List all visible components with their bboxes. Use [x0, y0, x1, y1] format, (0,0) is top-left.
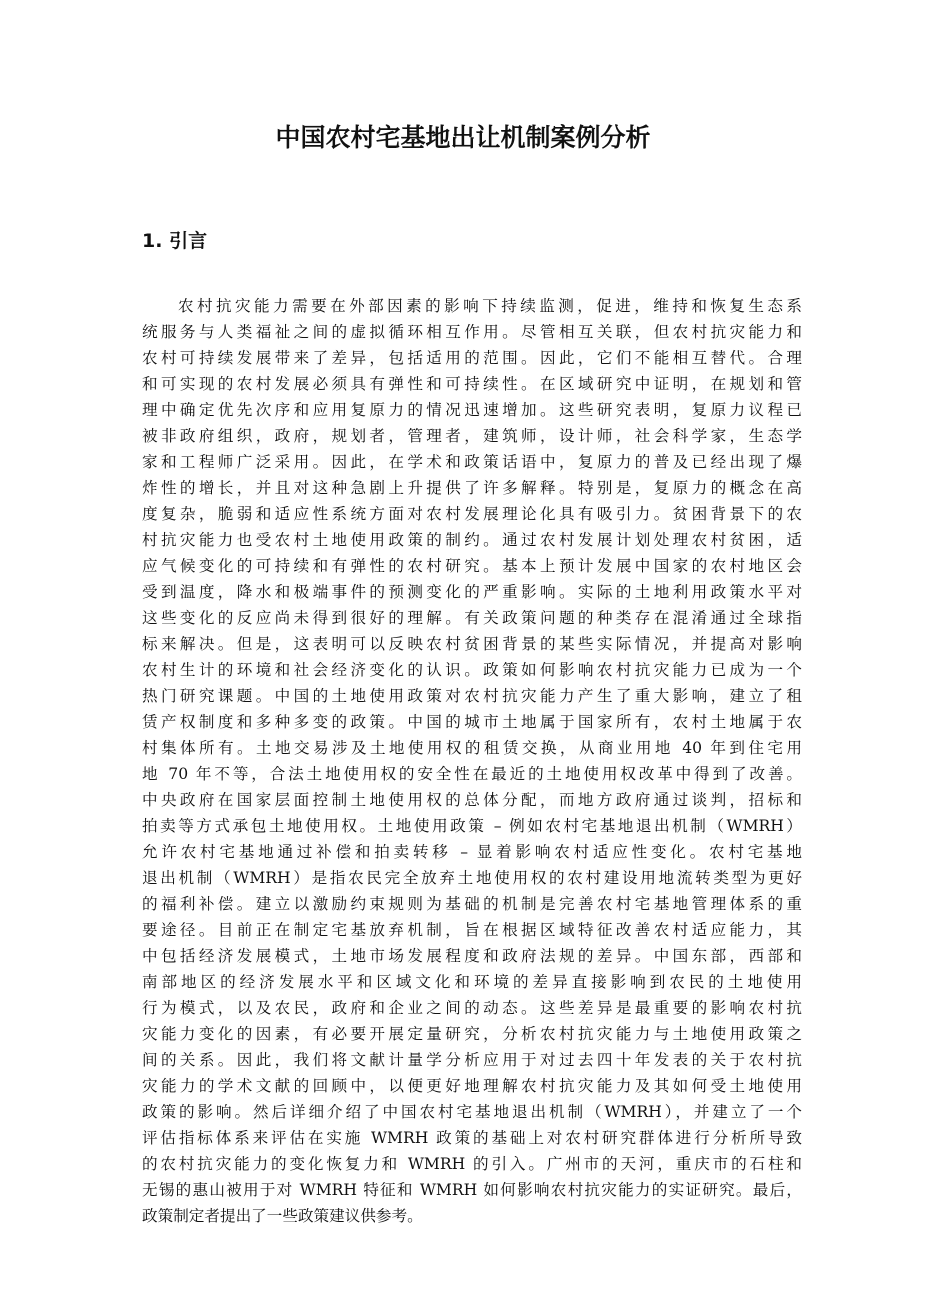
paragraph-line: 无锡的惠山被用于对 WMRH 特征和 WMRH 如何影响农村抗灾能力的实证研究。最后，	[142, 1181, 802, 1199]
paragraph-line: 受到温度，降水和极端事件的预测变化的严重影响。实际的土地利用政策水平对	[142, 583, 802, 601]
paragraph-line: 村抗灾能力也受农村土地使用政策的制约。通过农村发展计划处理农村贫困，适	[142, 531, 802, 549]
paragraph-line: 农村抗灾能力需要在外部因素的影响下持续监测，促进，维持和恢复生态系	[178, 297, 802, 315]
paragraph-line: 应气候变化的可持续和有弹性的农村研究。基本上预计发展中国家的农村地区会	[142, 557, 802, 575]
section-heading	[142, 226, 207, 256]
paragraph-line: 标来解决。但是，这表明可以反映农村贫困背景的某些实际情况，并提高对影响	[142, 635, 802, 653]
paragraph-line: 家和工程师广泛采用。因此，在学术和政策话语中，复原力的普及已经出现了爆	[142, 453, 802, 471]
paragraph-line: 中央政府在国家层面控制土地使用权的总体分配，而地方政府通过谈判，招标和	[142, 791, 802, 809]
paragraph-line: 政策的影响。然后详细介绍了中国农村宅基地退出机制（WMRH），并建立了一个	[142, 1103, 802, 1121]
body-paragraph	[142, 293, 802, 1229]
paragraph-line: 退出机制（WMRH）是指农民完全放弃土地使用权的农村建设用地流转类型为更好	[142, 869, 802, 887]
paragraph-line: 行为模式，以及农民，政府和企业之间的动态。这些差异是最重要的影响农村抗	[142, 999, 802, 1017]
paragraph-line: 中包括经济发展模式，土地市场发展程度和政府法规的差异。中国东部，西部和	[142, 947, 802, 965]
paragraph-line: 拍卖等方式承包土地使用权。土地使用政策 – 例如农村宅基地退出机制（WMRH）	[142, 817, 802, 835]
paragraph-line: 热门研究课题。中国的土地使用政策对农村抗灾能力产生了重大影响，建立了租	[142, 687, 802, 705]
paragraph-line: 农村生计的环境和社会经济变化的认识。政策如何影响农村抗灾能力已成为一个	[142, 661, 802, 679]
paragraph-line: 和可实现的农村发展必须具有弹性和可持续性。在区域研究中证明，在规划和管	[142, 375, 802, 393]
section-number: 1.	[142, 230, 163, 252]
paragraph-line: 被非政府组织，政府，规划者，管理者，建筑师，设计师，社会科学家，生态学	[142, 427, 802, 445]
paragraph-line: 政策制定者提出了一些政策建议供参考。	[142, 1207, 423, 1225]
paragraph-line: 理中确定优先次序和应用复原力的情况迅速增加。这些研究表明，复原力议程已	[142, 401, 802, 419]
paragraph-line: 间的关系。因此，我们将文献计量学分析应用于对过去四十年发表的关于农村抗	[142, 1051, 802, 1069]
paragraph-line: 这些变化的反应尚未得到很好的理解。有关政策问题的种类存在混淆通过全球指	[142, 609, 802, 627]
paragraph-line: 南部地区的经济发展水平和区域文化和环境的差异直接影响到农民的土地使用	[142, 973, 802, 991]
paragraph-line: 炸性的增长，并且对这种急剧上升提供了许多解释。特别是，复原力的概念在高	[142, 479, 802, 497]
paragraph-line: 统服务与人类福祉之间的虚拟循环相互作用。尽管相互关联，但农村抗灾能力和	[142, 323, 802, 341]
paragraph-line: 度复杂，脆弱和适应性系统方面对农村发展理论化具有吸引力。贫困背景下的农	[142, 505, 802, 523]
paragraph-line: 赁产权制度和多种多变的政策。中国的城市土地属于国家所有，农村土地属于农	[142, 713, 802, 731]
paragraph-line: 灾能力变化的因素，有必要开展定量研究，分析农村抗灾能力与土地使用政策之	[142, 1025, 802, 1043]
paragraph-line: 地 70 年不等，合法土地使用权的安全性在最近的土地使用权改革中得到了改善。	[142, 765, 802, 783]
section-title: 引言	[169, 230, 208, 252]
paragraph-line: 村集体所有。土地交易涉及土地使用权的租赁交换，从商业用地 40 年到住宅用	[142, 739, 802, 757]
paragraph-line: 灾能力的学术文献的回顾中，以便更好地理解农村抗灾能力及其如何受土地使用	[142, 1077, 802, 1095]
paragraph-line: 的福利补偿。建立以激励约束规则为基础的机制是完善农村宅基地管理体系的重	[142, 895, 802, 913]
paragraph-line: 评估指标体系来评估在实施 WMRH 政策的基础上对农村研究群体进行分析所导致	[142, 1129, 802, 1147]
paragraph-line: 农村可持续发展带来了差异，包括适用的范围。因此，它们不能相互替代。合理	[142, 349, 802, 367]
paragraph-line: 的农村抗灾能力的变化恢复力和 WMRH 的引入。广州市的天河，重庆市的石柱和	[142, 1155, 802, 1173]
document-title: 中国农村宅基地出让机制案例分析	[275, 123, 651, 152]
paragraph-line: 允许农村宅基地通过补偿和拍卖转移 – 显着影响农村适应性变化。农村宅基地	[142, 843, 802, 861]
paragraph-line: 要途径。目前正在制定宅基放弃机制，旨在根据区域特征改善农村适应能力，其	[142, 921, 802, 939]
